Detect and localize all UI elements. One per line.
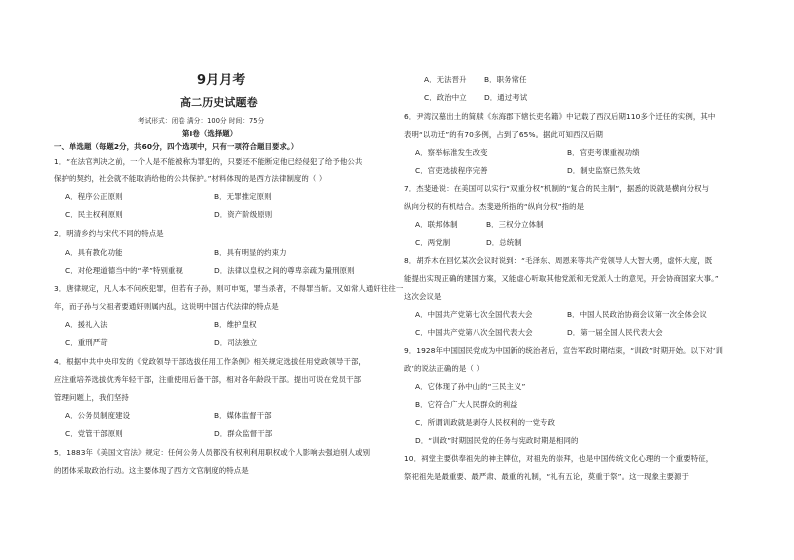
question-8-option-b: B．中国人民政治协商会议第一次全体会议 [567, 310, 708, 319]
question-9-option-c: C．所谓训政就是剥夺人民权利的一党专政 [415, 418, 556, 427]
question-1-line-1: 1．“在法官判决之前，一个人是不能被称为罪犯的，只要还不能断定他已经侵犯了给予他公共 [54, 157, 363, 166]
question-1-option-a: A．程序公正原则 [65, 192, 123, 201]
question-4-option-a: A．公务员制度建设 [65, 411, 131, 420]
question-4-line-1: 4．根据中共中央印发的《党政领导干部选拔任用工作条例》相关规定选拔任用党政领导干部， [54, 357, 366, 366]
question-3-option-c: C．重刑严苛 [65, 338, 108, 347]
question-7-option-a: A．联邦体制 [415, 220, 458, 229]
question-2-option-a: A．具有教化功能 [65, 248, 123, 257]
question-2-option-c: C．对伦理道德当中的“孝”特别重视 [65, 266, 183, 275]
question-4-option-c: C．党管干部原则 [65, 429, 123, 438]
question-8-option-d: D．第一届全国人民代表大会 [567, 328, 663, 337]
question-6-option-a: A．察举标准发生改变 [415, 148, 488, 157]
question-8-option-a: A．中国共产党第七次全国代表大会 [415, 310, 533, 319]
question-1-option-b: B．无罪推定原则 [214, 192, 272, 201]
question-8-line-1: 8．胡乔木在回忆某次会议时说到：“毛泽东、周恩来等共产党领导人大智大勇，虚怀大度，既 [404, 256, 713, 265]
question-6-line-2: 表明“以功迁”的有70多例，占到了65%。据此可知西汉后期 [404, 130, 603, 139]
question-3-option-b: B．维护皇权 [214, 320, 257, 329]
question-6-option-d: D．制史监察已然失效 [567, 166, 641, 175]
question-6-option-c: C．官吏选拔程序完善 [415, 166, 488, 175]
question-8-line-3: 这次会议是 [404, 292, 442, 301]
exam-subtitle: 高二历史试题卷 [180, 96, 258, 109]
question-9-line-1: 9．1928年中国国民党成为中国新的统治者后，宣告军政时期结束，“训政”时期开始。以下对‘训 [404, 346, 723, 355]
exam-meta: 考试形式：闭卷 满分：100分 时间：75分 [138, 117, 265, 125]
question-7-line-1: 7．杰斐逊说：在美国可以实行“双重分权”机制的“复合的民主制”，据悉的说就是横向分权与 [404, 184, 710, 193]
question-8-option-c: C．中国共产党第八次全国代表大会 [415, 328, 533, 337]
question-10-line-2: 祭祀祖先是最重要、最严肃、最重的礼制，“礼有五论，莫重于祭”。这一现象主要源于 [404, 472, 690, 481]
question-2-option-d: D．法律以皇权之间的尊卑亲疏为量刑原则 [214, 266, 355, 275]
question-5-option-a: A．无法晋升 [424, 75, 467, 84]
question-9-line-2: 政’的说法正确的是（ ） [404, 364, 484, 373]
question-9-option-d: D．“训政”时期国民党的任务与宪政时期是相同的 [415, 436, 579, 445]
question-7-option-c: C．两党制 [415, 238, 451, 247]
question-4-line-2: 应注重培养选拔优秀年轻干部，注重使用后备干部，相对各年龄段干部。提出可说在党员干部 [54, 375, 362, 384]
question-1-line-2: 保护的契约，社会就不能取消给他的公共保护。”材料体现的是西方法律制度的（ ） [54, 174, 327, 183]
question-8-line-2: 能提出实现正确的建国方案，又能虚心听取其他党派和无党派人士的意见，开会协商国家大事。” [404, 274, 719, 283]
question-3-option-d: D．司法独立 [214, 338, 258, 347]
question-4-option-d: D．群众监督干部 [214, 429, 273, 438]
question-5-option-d: D．通过考试 [484, 93, 528, 102]
question-5-option-b: B．职务常任 [484, 75, 527, 84]
question-5-option-c: C．政治中立 [424, 93, 467, 102]
question-2-option-b: B．具有明显的约束力 [214, 248, 287, 257]
question-3-line-1: 3．唐律规定，凡人本不问疾犯罪，但若有子孙，则可申冤，罪当杀者，不得罪当斩。又如常人通奸往往一 [54, 284, 404, 293]
question-7-option-b: B．三权分立体制 [486, 220, 544, 229]
exam-title: 9月月考 [197, 73, 246, 88]
question-5-line-1: 5．1883年《美国文官法》规定：任何公务人员都没有权利利用职权或个人影响去强迫别人或别 [54, 448, 371, 457]
question-5-line-2: 的团体采取政治行动。这主要体现了西方文官制度的特点是 [54, 466, 249, 475]
question-4-line-3: 管理问题上，我们坚持 [54, 393, 129, 402]
question-6-option-b: B．官吏考课重视功绩 [567, 148, 640, 157]
question-2-line-1: 2．明清乡约与宋代不同的特点是 [54, 229, 164, 238]
question-3-line-2: 年，而子孙与父祖者要通奸则属内乱，这说明中国古代法律的特点是 [54, 302, 279, 311]
part-heading: 第Ⅰ卷（选择题） [182, 129, 238, 138]
section-heading: 一、单选题（每题2分，共60分，四个选项中，只有一项符合题目要求。） [54, 142, 299, 151]
question-9-option-b: B．它符合广大人民群众的利益 [415, 400, 518, 409]
question-6-line-1: 6．尹湾汉墓出土的简牍《东海郡下辖长吏名籍》中记载了西汉后期110多个迁任的实例，其中 [404, 112, 716, 121]
question-10-line-1: 10．祠堂主要供奉祖先的神主牌位，对祖先的崇拜，也是中国传统文化心理的一个重要特征， [404, 454, 714, 463]
question-3-option-a: A．援礼入法 [65, 320, 108, 329]
question-7-option-d: D．总统制 [486, 238, 522, 247]
question-4-option-b: B．媒体监督干部 [214, 411, 272, 420]
question-1-option-d: D．资产阶级原则 [214, 210, 273, 219]
question-7-line-2: 纵向分权的有机结合。杰斐逊所指的“纵向分权”指的是 [404, 202, 585, 211]
question-1-option-c: C．民主权利原则 [65, 210, 123, 219]
question-9-option-a: A．它体现了孙中山的“三民主义” [415, 382, 526, 391]
